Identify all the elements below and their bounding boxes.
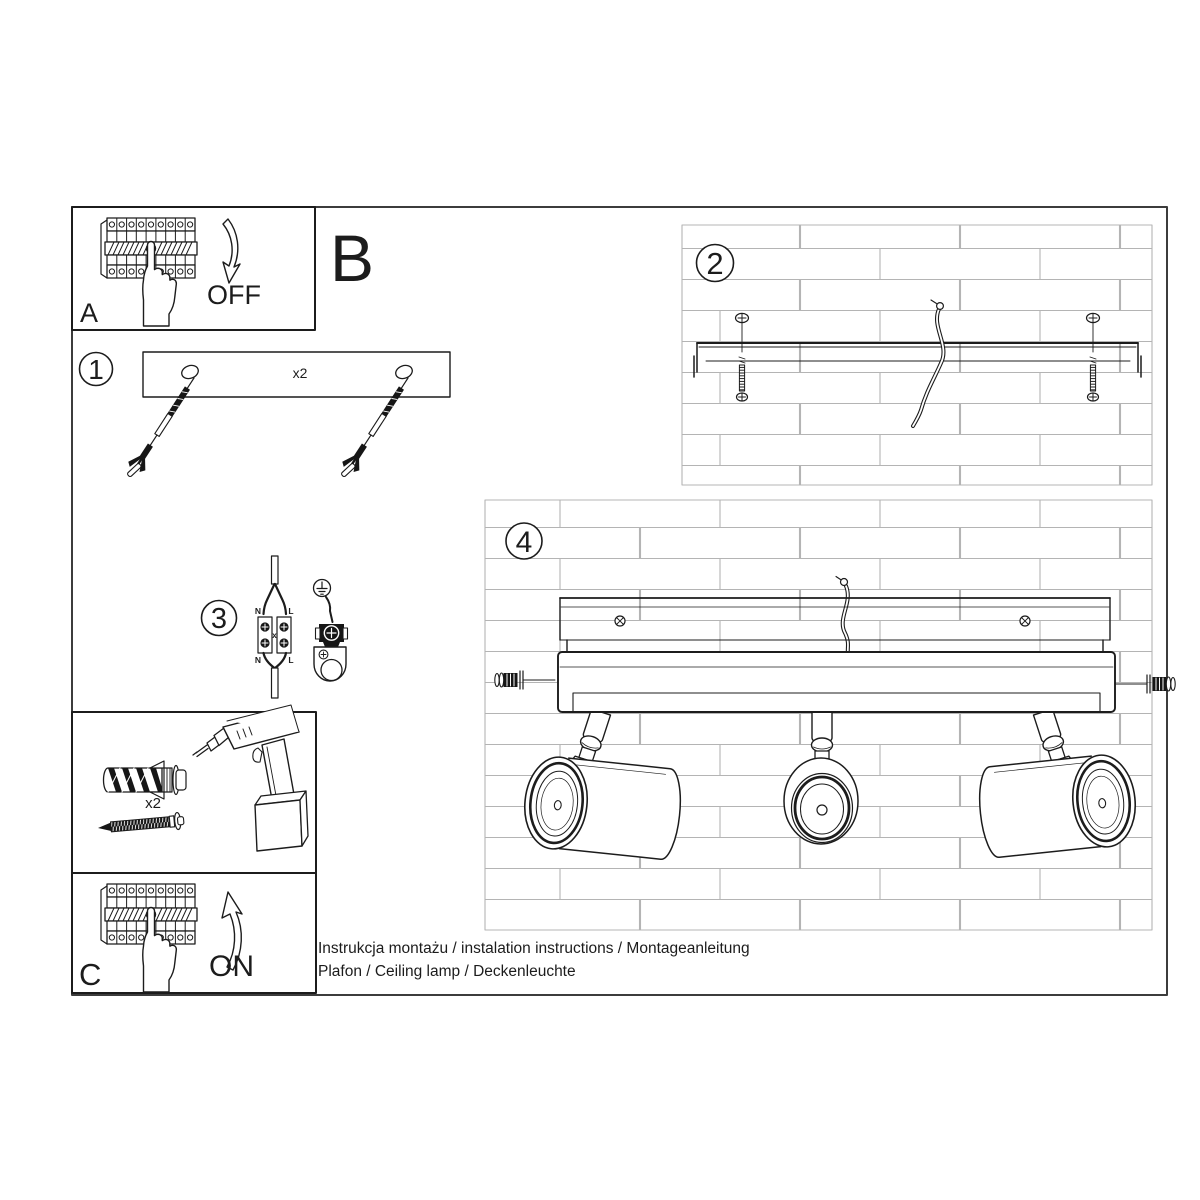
- quantity-label: x2: [292, 365, 308, 381]
- step-2-panel: [682, 225, 1152, 485]
- panel-tools: [72, 705, 316, 873]
- lamp-body-rail: [558, 652, 1115, 712]
- spotlight-middle: [784, 758, 858, 844]
- label-n-top: N: [254, 606, 262, 616]
- step-4-panel: [485, 500, 1175, 930]
- spotlight-left: [520, 754, 684, 862]
- brick-wall: [682, 225, 1152, 485]
- quantity-label: x2: [145, 795, 161, 812]
- footer-line-2: Plafon / Ceiling lamp / Deckenleuchte: [318, 963, 576, 980]
- spotlight-right: [976, 752, 1140, 860]
- panel-c-label: C: [79, 957, 102, 992]
- bracket-screw-right: [1020, 616, 1030, 626]
- panel-b-label: B: [330, 221, 375, 295]
- panel-a-label: A: [80, 298, 99, 328]
- label-n-bottom: N: [254, 655, 262, 665]
- cable-bottom: [272, 668, 279, 698]
- switch-on-label: ON: [209, 950, 254, 983]
- panel-a: [72, 207, 315, 330]
- footer-line-1: Instrukcja montażu / instalation instructions / Montageanleitung: [318, 940, 750, 957]
- step-number: 2: [706, 246, 724, 281]
- switch-off-label: OFF: [207, 280, 261, 310]
- label-l-top: L: [288, 606, 294, 616]
- label-separator: x: [272, 631, 277, 640]
- step-number: 3: [210, 603, 228, 635]
- bracket-screw-left: [615, 616, 625, 626]
- cable-top: [272, 556, 279, 584]
- ground-clamp-ring: [321, 660, 342, 681]
- step-number: 1: [88, 354, 104, 385]
- panel-c: [72, 873, 316, 993]
- label-l-bottom: L: [288, 655, 294, 665]
- step-number: 4: [515, 526, 533, 559]
